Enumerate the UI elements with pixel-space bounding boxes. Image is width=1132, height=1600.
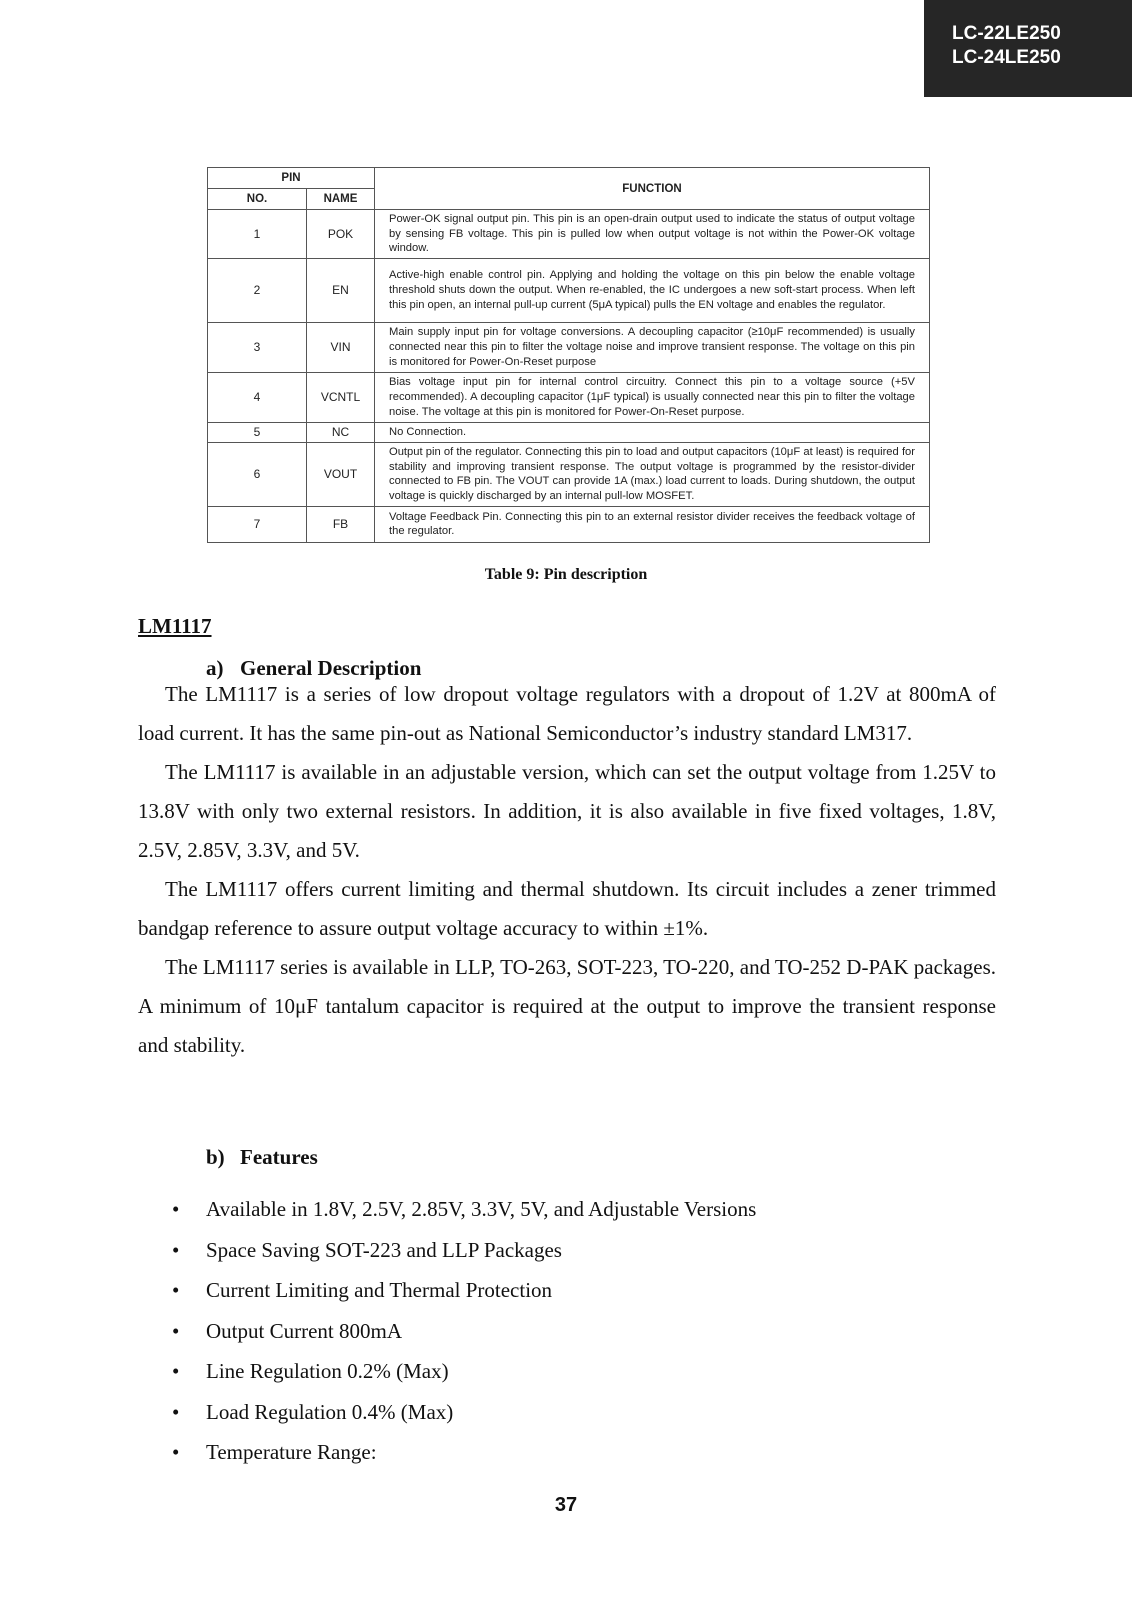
pin-name: EN [307,258,375,322]
subsection-heading: Features [240,1145,318,1169]
features-heading [206,1145,318,1170]
pin-function: Bias voltage input pin for internal control circuitry. Connect this pin to a voltage source (+5V recommended). A decoupling capacitor (1μF typical) is usually connected near this pin to filter the voltage noise. The voltage at this pin is monitored for Power-On-Reset purpose. [375,372,930,422]
table-row [208,210,930,259]
features-list [138,1197,998,1481]
pin-number: 1 [208,210,307,259]
pin-name: FB [307,506,375,542]
pin-name: NC [307,422,375,442]
pin-header: PIN [208,168,375,189]
general-description-body [138,675,996,1065]
pin-name: VCNTL [307,372,375,422]
list-item: • Output Current 800mA [172,1318,402,1343]
model-name-1: LC-22LE250 [952,23,1061,44]
section-title: LM1117 [138,614,212,638]
no-header: NO. [208,189,307,210]
pin-function: Output pin of the regulator. Connecting this pin to load and output capacitors (10μF at least) is required for stability and improving transient response. The output voltage is programmed by the resistor-divider connected to FB pin. The VOUT can provide 1A (max.) load current to loads. During shutdown, the output voltage is quickly discharged by an internal pull-low MOSFET. [375,442,930,506]
subsection-label: a) [206,656,224,680]
paragraph: The LM1117 offers current limiting and thermal shutdown. Its circuit includes a zener trimmed bandgap reference to assure output voltage accuracy to within ±1%. [138,877,996,940]
list-item: • Line Regulation 0.2% (Max) [172,1359,449,1383]
bullet-icon: • [172,1278,180,1302]
model-name-2: LC-24LE250 [952,47,1061,68]
table-row [208,322,930,372]
function-header: FUNCTION [375,168,930,210]
bullet-icon: • [172,1318,180,1343]
list-item: • Available in 1.8V, 2.5V, 2.85V, 3.3V, 5V, and Adjustable Versions [172,1197,757,1221]
table-row [208,258,930,322]
page-number: 37 [554,1494,578,1516]
list-item: • Temperature Range: [172,1440,377,1464]
bullet-icon: • [172,1197,180,1221]
pin-number: 2 [208,258,307,322]
pin-name: POK [307,210,375,259]
table-row [208,422,930,442]
paragraph: The LM1117 is available in an adjustable version, which can set the output voltage from 1.25V to 13.8V with only two external resistors. In addition, it is also available in five fixed voltages, 1.8V, 2.5V, 2.85V, 3.3V, and 5V. [138,760,996,862]
bullet-icon: • [172,1399,180,1424]
bullet-icon: • [172,1237,180,1262]
pin-function: Power-OK signal output pin. This pin is an open-drain output used to indicate the status of output voltage by sensing FB voltage. This pin is pulled low when output voltage is not within the Power-OK voltage window. [375,210,930,259]
table-row [208,506,930,542]
list-item: • Space Saving SOT-223 and LLP Packages [172,1237,562,1262]
pin-function: No Connection. [375,422,930,442]
name-header: NAME [307,189,375,210]
table-row [208,442,930,506]
table-caption: Table 9: Pin description [484,566,648,583]
bullet-icon: • [172,1440,180,1464]
bullet-icon: • [172,1359,180,1383]
pin-description-table [207,167,930,543]
model-header-box [924,0,1132,97]
subsection-label: b) [206,1145,225,1169]
list-item: • Load Regulation 0.4% (Max) [172,1399,454,1424]
table-row [208,372,930,422]
subsection-heading: General Description [240,656,422,680]
pin-number: 4 [208,372,307,422]
list-item: • Current Limiting and Thermal Protection [172,1278,553,1302]
pin-name: VOUT [307,442,375,506]
pin-function: Active-high enable control pin. Applying and holding the voltage on this pin below the enable voltage threshold shuts down the output. When re-enabled, the IC undergoes a new soft-start process. When left this pin open, an internal pull-up current (5μA typical) pulls the EN voltage and enables the regulator. [375,258,930,322]
pin-number: 3 [208,322,307,372]
paragraph: The LM1117 series is available in LLP, TO-263, SOT-223, TO-220, and TO-252 D-PAK packages. A minimum of 10μF tantalum capacitor is required at the output to improve the transient response and stability. [138,955,996,1057]
pin-number: 6 [208,442,307,506]
pin-function: Main supply input pin for voltage conversions. A decoupling capacitor (≥10μF recommended) is usually connected near this pin to filter the voltage noise and improve transient response. The voltage on this pin is monitored for Power-On-Reset purpose [375,322,930,372]
pin-number: 5 [208,422,307,442]
pin-function: Voltage Feedback Pin. Connecting this pin to an external resistor divider receives the feedback voltage of the regulator. [375,506,930,542]
paragraph: The LM1117 is a series of low dropout voltage regulators with a dropout of 1.2V at 800mA of load current. It has the same pin-out as National Semiconductor’s industry standard LM317. [138,682,996,745]
pin-number: 7 [208,506,307,542]
pin-name: VIN [307,322,375,372]
